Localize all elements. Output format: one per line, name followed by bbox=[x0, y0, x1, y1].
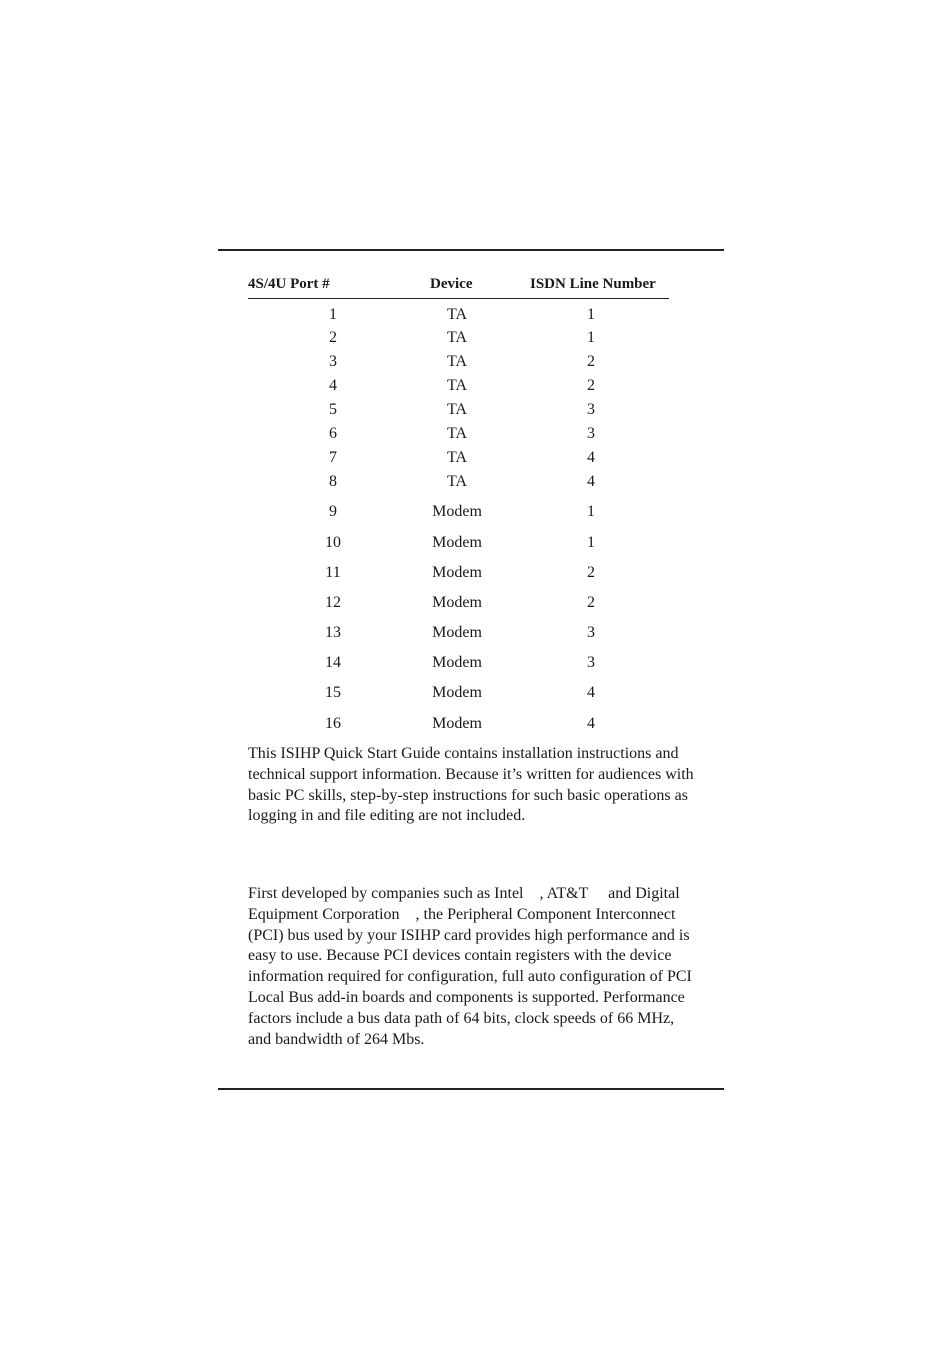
table-row bbox=[248, 715, 669, 735]
cell-port: 16 bbox=[325, 715, 341, 732]
table-row bbox=[248, 329, 669, 349]
cell-device: Modem bbox=[432, 534, 482, 551]
cell-device: Modem bbox=[432, 654, 482, 671]
cell-port: 8 bbox=[329, 473, 337, 490]
paragraph-line: (PCI) bus used by your ISIHP card provides high performance and is bbox=[248, 926, 690, 944]
paragraph-line: basic PC skills, step-by-step instructions for such basic operations as bbox=[248, 786, 688, 804]
table-row bbox=[248, 684, 669, 704]
top-rule bbox=[218, 249, 724, 251]
cell-port: 2 bbox=[329, 329, 337, 346]
cell-device: TA bbox=[446, 329, 468, 346]
cell-line: 3 bbox=[587, 401, 595, 418]
table-row bbox=[248, 449, 669, 469]
cell-device: Modem bbox=[432, 624, 482, 641]
paragraph-line: First developed by companies such as Intel , AT&T and Digital bbox=[248, 885, 680, 902]
cell-port: 12 bbox=[325, 594, 341, 611]
cell-port: 9 bbox=[329, 503, 337, 520]
header-device: Device bbox=[430, 276, 473, 292]
cell-line: 1 bbox=[587, 306, 595, 323]
cell-port: 15 bbox=[325, 684, 341, 701]
cell-line: 3 bbox=[587, 425, 595, 442]
port-mapping-table bbox=[248, 272, 669, 732]
cell-line: 2 bbox=[587, 353, 595, 370]
cell-device: TA bbox=[446, 425, 468, 442]
table-row bbox=[248, 624, 669, 644]
cell-device: Modem bbox=[432, 564, 482, 581]
paragraph-line: technical support information. Because it’s written for audiences with bbox=[248, 765, 694, 783]
paragraph-line: logging in and file editing are not included. bbox=[248, 807, 526, 825]
pci-paragraph bbox=[248, 884, 728, 1050]
cell-port: 3 bbox=[329, 353, 337, 370]
cell-device: TA bbox=[446, 306, 468, 323]
cell-line: 3 bbox=[587, 654, 595, 671]
cell-port: 1 bbox=[329, 306, 337, 323]
cell-line: 4 bbox=[587, 715, 595, 732]
table-header bbox=[248, 272, 669, 299]
table-row bbox=[248, 377, 669, 397]
header-port: 4S/4U Port # bbox=[248, 276, 330, 292]
bottom-rule bbox=[218, 1088, 724, 1090]
paragraph-line: This ISIHP Quick Start Guide contains installation instructions and bbox=[248, 745, 679, 762]
cell-device: TA bbox=[446, 353, 468, 370]
cell-port: 13 bbox=[325, 624, 341, 641]
paragraph-line: factors include a bus data path of 64 bits, clock speeds of 66 MHz, bbox=[248, 1009, 675, 1027]
cell-port: 10 bbox=[325, 534, 341, 551]
paragraph-line: information required for configuration, full auto configuration of PCI bbox=[248, 968, 692, 986]
cell-device: Modem bbox=[432, 684, 482, 701]
cell-device: TA bbox=[446, 473, 468, 490]
table-row bbox=[248, 425, 669, 445]
table-row bbox=[248, 473, 669, 493]
cell-line: 2 bbox=[587, 594, 595, 611]
cell-line: 4 bbox=[587, 684, 595, 701]
table-row bbox=[248, 353, 669, 373]
cell-port: 4 bbox=[329, 377, 337, 394]
cell-device: TA bbox=[446, 401, 468, 418]
cell-device: Modem bbox=[432, 503, 482, 520]
cell-line: 1 bbox=[587, 503, 595, 520]
cell-port: 11 bbox=[325, 564, 341, 581]
cell-line: 4 bbox=[587, 449, 595, 466]
table-row bbox=[248, 503, 669, 523]
table-row bbox=[248, 594, 669, 614]
cell-device: TA bbox=[446, 377, 468, 394]
paragraph-line: easy to use. Because PCI devices contain registers with the device bbox=[248, 947, 672, 965]
cell-device: TA bbox=[446, 449, 468, 466]
cell-port: 14 bbox=[325, 654, 341, 671]
table-row bbox=[248, 306, 669, 326]
cell-line: 2 bbox=[587, 377, 595, 394]
header-isdn-line: ISDN Line Number bbox=[530, 276, 656, 292]
cell-device: Modem bbox=[432, 594, 482, 611]
paragraph-line: Local Bus add-in boards and components is supported. Performance bbox=[248, 988, 685, 1006]
intro-paragraph bbox=[248, 744, 728, 827]
cell-line: 1 bbox=[587, 534, 595, 551]
table-row bbox=[248, 654, 669, 674]
cell-port: 7 bbox=[329, 449, 337, 466]
cell-device: Modem bbox=[432, 715, 482, 732]
cell-port: 5 bbox=[329, 401, 337, 418]
table-row bbox=[248, 564, 669, 584]
cell-line: 3 bbox=[587, 624, 595, 641]
table-row bbox=[248, 401, 669, 421]
cell-line: 1 bbox=[587, 329, 595, 346]
paragraph-line: Equipment Corporation , the Peripheral Component Interconnect bbox=[248, 905, 676, 923]
cell-line: 4 bbox=[587, 473, 595, 490]
paragraph-line: and bandwidth of 264 Mbs. bbox=[248, 1030, 425, 1048]
table-row bbox=[248, 534, 669, 554]
cell-line: 2 bbox=[587, 564, 595, 581]
cell-port: 6 bbox=[329, 425, 337, 442]
